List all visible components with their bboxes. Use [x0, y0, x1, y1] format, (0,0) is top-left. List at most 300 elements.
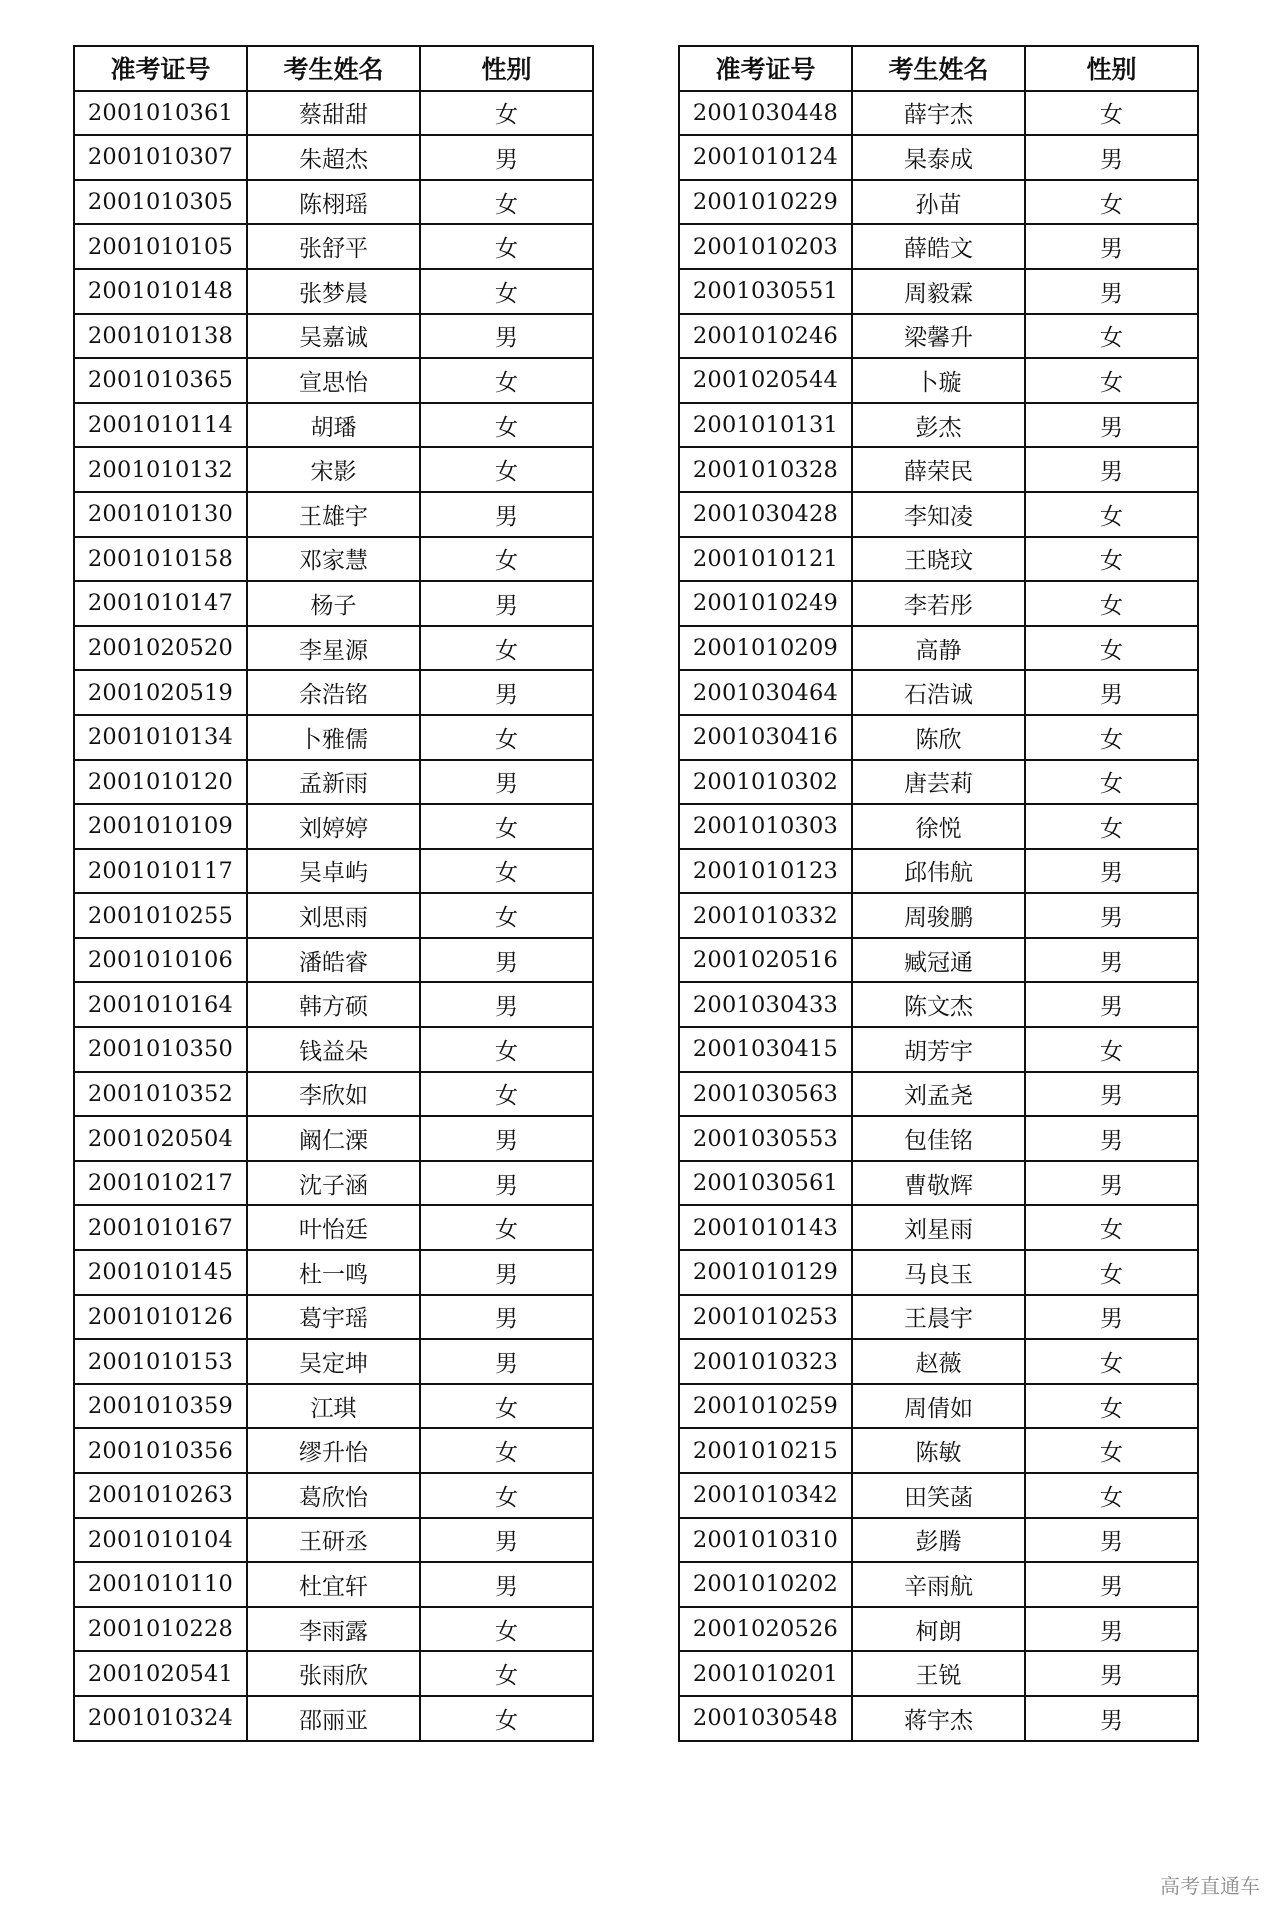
- table-row: [679, 314, 1198, 359]
- cell-name: 曹敬辉: [852, 1161, 1025, 1206]
- cell-gender: 女: [420, 715, 593, 760]
- cell-gender: 女: [1025, 1339, 1198, 1384]
- cell-name: 刘孟尧: [852, 1072, 1025, 1117]
- cell-name: 缪升怡: [247, 1428, 420, 1473]
- cell-gender: 男: [420, 760, 593, 805]
- cell-gender: 男: [1025, 1116, 1198, 1161]
- cell-name: 刘思雨: [247, 893, 420, 938]
- cell-name: 江琪: [247, 1384, 420, 1429]
- cell-exam-id: 2001010255: [74, 893, 247, 938]
- cell-exam-id: 2001010164: [74, 982, 247, 1027]
- cell-name: 王晨宇: [852, 1295, 1025, 1340]
- watermark-text: 高考直通车: [1160, 1874, 1260, 1898]
- cell-name: 余浩铭: [247, 670, 420, 715]
- cell-gender: 男: [1025, 849, 1198, 894]
- cell-exam-id: 2001010158: [74, 537, 247, 582]
- cell-name: 赵薇: [852, 1339, 1025, 1384]
- table-row: [679, 1607, 1198, 1652]
- cell-exam-id: 2001010215: [679, 1428, 852, 1473]
- cell-name: 沈子涵: [247, 1161, 420, 1206]
- table-row: [74, 1295, 593, 1340]
- table-row: [74, 715, 593, 760]
- table-row: [74, 1384, 593, 1429]
- cell-exam-id: 2001010132: [74, 447, 247, 492]
- cell-exam-id: 2001010131: [679, 403, 852, 448]
- table-row: [679, 447, 1198, 492]
- cell-name: 钱益朵: [247, 1027, 420, 1072]
- cell-gender: 男: [1025, 1161, 1198, 1206]
- table-row: [679, 1205, 1198, 1250]
- cell-exam-id: 2001010104: [74, 1518, 247, 1563]
- cell-gender: 女: [1025, 1205, 1198, 1250]
- table-row: [679, 982, 1198, 1027]
- cell-exam-id: 2001030551: [679, 269, 852, 314]
- cell-name: 杜宜轩: [247, 1562, 420, 1607]
- cell-name: 卜璇: [852, 358, 1025, 403]
- cell-gender: 女: [1025, 760, 1198, 805]
- table-row: [74, 804, 593, 849]
- cell-name: 蒋宇杰: [852, 1696, 1025, 1741]
- cell-gender: 女: [420, 224, 593, 269]
- table-row: [679, 893, 1198, 938]
- table-row: [74, 1250, 593, 1295]
- cell-exam-id: 2001010148: [74, 269, 247, 314]
- cell-gender: 男: [420, 670, 593, 715]
- cell-exam-id: 2001010253: [679, 1295, 852, 1340]
- cell-gender: 女: [1025, 581, 1198, 626]
- cell-name: 胡璠: [247, 403, 420, 448]
- cell-gender: 男: [1025, 938, 1198, 983]
- cell-exam-id: 2001010134: [74, 715, 247, 760]
- cell-gender: 女: [1025, 537, 1198, 582]
- cell-exam-id: 2001010110: [74, 1562, 247, 1607]
- cell-exam-id: 2001010138: [74, 314, 247, 359]
- cell-name: 孙苗: [852, 180, 1025, 225]
- cell-name: 宣思怡: [247, 358, 420, 403]
- header-exam-id: 准考证号: [679, 46, 852, 91]
- cell-gender: 男: [420, 1116, 593, 1161]
- cell-gender: 女: [1025, 804, 1198, 849]
- cell-gender: 男: [420, 1562, 593, 1607]
- cell-gender: 男: [420, 1161, 593, 1206]
- cell-gender: 男: [420, 1250, 593, 1295]
- cell-gender: 男: [1025, 269, 1198, 314]
- cell-exam-id: 2001010259: [679, 1384, 852, 1429]
- cell-name: 薛宇杰: [852, 91, 1025, 136]
- cell-exam-id: 2001010324: [74, 1696, 247, 1741]
- cell-name: 宋影: [247, 447, 420, 492]
- cell-exam-id: 2001010203: [679, 224, 852, 269]
- cell-exam-id: 2001020541: [74, 1651, 247, 1696]
- cell-gender: 女: [420, 91, 593, 136]
- table-row: [74, 224, 593, 269]
- table-row: [74, 760, 593, 805]
- cell-gender: 女: [420, 849, 593, 894]
- cell-name: 杜一鸣: [247, 1250, 420, 1295]
- cell-name: 周骏鹏: [852, 893, 1025, 938]
- table-row: [74, 1428, 593, 1473]
- header-row: [679, 46, 1198, 91]
- cell-exam-id: 2001030563: [679, 1072, 852, 1117]
- table-row: [74, 1027, 593, 1072]
- cell-exam-id: 2001010229: [679, 180, 852, 225]
- table-row: [679, 1696, 1198, 1741]
- cell-exam-id: 2001010143: [679, 1205, 852, 1250]
- cell-gender: 女: [1025, 314, 1198, 359]
- table-row: [679, 1027, 1198, 1072]
- table-row: [679, 715, 1198, 760]
- cell-exam-id: 2001010109: [74, 804, 247, 849]
- cell-gender: 女: [1025, 626, 1198, 671]
- cell-gender: 男: [420, 1518, 593, 1563]
- table-row: [74, 581, 593, 626]
- cell-exam-id: 2001010202: [679, 1562, 852, 1607]
- cell-name: 葛欣怡: [247, 1473, 420, 1518]
- cell-gender: 女: [420, 447, 593, 492]
- cell-name: 彭杰: [852, 403, 1025, 448]
- cell-exam-id: 2001030428: [679, 492, 852, 537]
- cell-name: 朱超杰: [247, 135, 420, 180]
- cell-gender: 女: [420, 1384, 593, 1429]
- cell-gender: 男: [420, 135, 593, 180]
- table-row: [74, 537, 593, 582]
- cell-exam-id: 2001010147: [74, 581, 247, 626]
- cell-gender: 男: [1025, 893, 1198, 938]
- cell-name: 陈文杰: [852, 982, 1025, 1027]
- cell-exam-id: 2001010310: [679, 1518, 852, 1563]
- cell-name: 辛雨航: [852, 1562, 1025, 1607]
- header-gender: 性别: [1025, 46, 1198, 91]
- cell-exam-id: 2001020519: [74, 670, 247, 715]
- cell-name: 王雄宇: [247, 492, 420, 537]
- cell-exam-id: 2001010356: [74, 1428, 247, 1473]
- cell-exam-id: 2001010228: [74, 1607, 247, 1652]
- cell-exam-id: 2001010350: [74, 1027, 247, 1072]
- cell-name: 柯朗: [852, 1607, 1025, 1652]
- cell-name: 蔡甜甜: [247, 91, 420, 136]
- cell-gender: 女: [1025, 1473, 1198, 1518]
- cell-exam-id: 2001010126: [74, 1295, 247, 1340]
- cell-exam-id: 2001030553: [679, 1116, 852, 1161]
- cell-name: 张雨欣: [247, 1651, 420, 1696]
- cell-exam-id: 2001010332: [679, 893, 852, 938]
- cell-name: 王研丞: [247, 1518, 420, 1563]
- table-row: [74, 982, 593, 1027]
- cell-exam-id: 2001010114: [74, 403, 247, 448]
- cell-gender: 女: [420, 804, 593, 849]
- table-row: [74, 1651, 593, 1696]
- cell-exam-id: 2001010130: [74, 492, 247, 537]
- cell-exam-id: 2001010201: [679, 1651, 852, 1696]
- table-row: [679, 492, 1198, 537]
- cell-name: 卜雅儒: [247, 715, 420, 760]
- table-row: [679, 849, 1198, 894]
- cell-name: 阚仁溧: [247, 1116, 420, 1161]
- cell-gender: 女: [420, 537, 593, 582]
- table-row: [74, 1518, 593, 1563]
- cell-exam-id: 2001010129: [679, 1250, 852, 1295]
- cell-gender: 女: [1025, 1250, 1198, 1295]
- cell-exam-id: 2001010246: [679, 314, 852, 359]
- right-roster-body: [679, 91, 1198, 1741]
- table-row: [679, 1428, 1198, 1473]
- table-row: [74, 1696, 593, 1741]
- table-row: [74, 893, 593, 938]
- cell-name: 石浩诚: [852, 670, 1025, 715]
- cell-name: 叶怡廷: [247, 1205, 420, 1250]
- table-row: [679, 135, 1198, 180]
- cell-exam-id: 2001010209: [679, 626, 852, 671]
- cell-gender: 女: [1025, 180, 1198, 225]
- cell-name: 薛皓文: [852, 224, 1025, 269]
- cell-exam-id: 2001030433: [679, 982, 852, 1027]
- header-gender: 性别: [420, 46, 593, 91]
- cell-name: 邵丽亚: [247, 1696, 420, 1741]
- cell-name: 包佳铭: [852, 1116, 1025, 1161]
- table-row: [74, 849, 593, 894]
- table-row: [74, 670, 593, 715]
- header-name: 考生姓名: [852, 46, 1025, 91]
- table-row: [679, 224, 1198, 269]
- table-row: [679, 1384, 1198, 1429]
- cell-name: 张舒平: [247, 224, 420, 269]
- table-row: [679, 1072, 1198, 1117]
- cell-name: 邱伟航: [852, 849, 1025, 894]
- cell-name: 陈欣: [852, 715, 1025, 760]
- cell-gender: 女: [1025, 358, 1198, 403]
- cell-gender: 男: [1025, 1518, 1198, 1563]
- table-row: [679, 1339, 1198, 1384]
- table-row: [679, 537, 1198, 582]
- table-row: [74, 1473, 593, 1518]
- cell-name: 王锐: [852, 1651, 1025, 1696]
- table-row: [679, 1116, 1198, 1161]
- table-row: [679, 1518, 1198, 1563]
- table-row: [74, 180, 593, 225]
- cell-gender: 女: [420, 1027, 593, 1072]
- cell-name: 周毅霖: [852, 269, 1025, 314]
- cell-exam-id: 2001030464: [679, 670, 852, 715]
- cell-gender: 女: [420, 1428, 593, 1473]
- cell-name: 潘皓睿: [247, 938, 420, 983]
- cell-gender: 女: [1025, 492, 1198, 537]
- cell-exam-id: 2001010305: [74, 180, 247, 225]
- table-row: [74, 938, 593, 983]
- table-row: [679, 1250, 1198, 1295]
- cell-gender: 女: [420, 269, 593, 314]
- cell-gender: 男: [1025, 447, 1198, 492]
- cell-exam-id: 2001020544: [679, 358, 852, 403]
- cell-exam-id: 2001030548: [679, 1696, 852, 1741]
- cell-exam-id: 2001010123: [679, 849, 852, 894]
- cell-name: 吴卓屿: [247, 849, 420, 894]
- table-row: [679, 581, 1198, 626]
- cell-exam-id: 2001010167: [74, 1205, 247, 1250]
- cell-exam-id: 2001010124: [679, 135, 852, 180]
- cell-gender: 男: [1025, 982, 1198, 1027]
- cell-name: 李星源: [247, 626, 420, 671]
- table-row: [679, 626, 1198, 671]
- cell-gender: 女: [1025, 1027, 1198, 1072]
- table-row: [74, 1339, 593, 1384]
- cell-gender: 女: [420, 358, 593, 403]
- cell-name: 臧冠通: [852, 938, 1025, 983]
- cell-gender: 男: [1025, 1696, 1198, 1741]
- cell-name: 胡芳宇: [852, 1027, 1025, 1072]
- cell-name: 李欣如: [247, 1072, 420, 1117]
- cell-name: 彭腾: [852, 1518, 1025, 1563]
- cell-exam-id: 2001010328: [679, 447, 852, 492]
- cell-name: 周倩如: [852, 1384, 1025, 1429]
- cell-exam-id: 2001010303: [679, 804, 852, 849]
- cell-gender: 男: [1025, 1607, 1198, 1652]
- table-row: [679, 760, 1198, 805]
- cell-name: 杲泰成: [852, 135, 1025, 180]
- table-row: [74, 358, 593, 403]
- table-row: [679, 804, 1198, 849]
- cell-gender: 女: [1025, 91, 1198, 136]
- cell-name: 李若彤: [852, 581, 1025, 626]
- table-row: [74, 1607, 593, 1652]
- table-row: [679, 180, 1198, 225]
- cell-name: 葛宇瑶: [247, 1295, 420, 1340]
- cell-gender: 男: [420, 581, 593, 626]
- cell-gender: 女: [420, 180, 593, 225]
- table-row: [74, 269, 593, 314]
- cell-gender: 男: [1025, 1562, 1198, 1607]
- cell-gender: 男: [1025, 670, 1198, 715]
- table-row: [74, 1116, 593, 1161]
- cell-exam-id: 2001010249: [679, 581, 852, 626]
- table-row: [74, 626, 593, 671]
- cell-exam-id: 2001010106: [74, 938, 247, 983]
- table-row: [74, 1205, 593, 1250]
- cell-gender: 男: [1025, 1295, 1198, 1340]
- cell-name: 韩方硕: [247, 982, 420, 1027]
- cell-exam-id: 2001010352: [74, 1072, 247, 1117]
- cell-name: 高静: [852, 626, 1025, 671]
- cell-name: 吴定坤: [247, 1339, 420, 1384]
- table-row: [74, 492, 593, 537]
- cell-name: 薛荣民: [852, 447, 1025, 492]
- cell-exam-id: 2001010153: [74, 1339, 247, 1384]
- table-row: [679, 670, 1198, 715]
- header-name: 考生姓名: [247, 46, 420, 91]
- cell-exam-id: 2001010361: [74, 91, 247, 136]
- cell-gender: 女: [420, 1473, 593, 1518]
- cell-gender: 女: [1025, 1384, 1198, 1429]
- cell-gender: 男: [1025, 1072, 1198, 1117]
- table-row: [679, 1473, 1198, 1518]
- table-row: [74, 1072, 593, 1117]
- cell-exam-id: 2001010263: [74, 1473, 247, 1518]
- cell-name: 杨子: [247, 581, 420, 626]
- cell-gender: 女: [420, 893, 593, 938]
- cell-name: 李雨露: [247, 1607, 420, 1652]
- cell-name: 陈敏: [852, 1428, 1025, 1473]
- cell-exam-id: 2001030415: [679, 1027, 852, 1072]
- cell-exam-id: 2001010323: [679, 1339, 852, 1384]
- cell-exam-id: 2001010359: [74, 1384, 247, 1429]
- table-row: [679, 91, 1198, 136]
- table-row: [679, 938, 1198, 983]
- cell-gender: 男: [1025, 1651, 1198, 1696]
- cell-name: 孟新雨: [247, 760, 420, 805]
- cell-exam-id: 2001030416: [679, 715, 852, 760]
- cell-name: 陈栩瑶: [247, 180, 420, 225]
- table-row: [74, 1562, 593, 1607]
- cell-gender: 男: [420, 1339, 593, 1384]
- cell-exam-id: 2001020516: [679, 938, 852, 983]
- cell-name: 李知凌: [852, 492, 1025, 537]
- cell-exam-id: 2001010365: [74, 358, 247, 403]
- table-row: [74, 135, 593, 180]
- cell-exam-id: 2001020520: [74, 626, 247, 671]
- cell-name: 唐芸莉: [852, 760, 1025, 805]
- table-row: [74, 447, 593, 492]
- table-row: [679, 358, 1198, 403]
- table-row: [679, 1161, 1198, 1206]
- cell-gender: 男: [420, 1295, 593, 1340]
- cell-gender: 男: [420, 938, 593, 983]
- cell-gender: 女: [420, 403, 593, 448]
- right-roster-table: [678, 45, 1199, 1742]
- cell-exam-id: 2001010342: [679, 1473, 852, 1518]
- cell-gender: 女: [420, 1696, 593, 1741]
- cell-exam-id: 2001010145: [74, 1250, 247, 1295]
- cell-exam-id: 2001010121: [679, 537, 852, 582]
- cell-exam-id: 2001030448: [679, 91, 852, 136]
- table-row: [679, 269, 1198, 314]
- cell-gender: 女: [1025, 715, 1198, 760]
- table-row: [74, 1161, 593, 1206]
- cell-gender: 男: [1025, 135, 1198, 180]
- cell-exam-id: 2001020504: [74, 1116, 247, 1161]
- table-row: [679, 1651, 1198, 1696]
- cell-name: 马良玉: [852, 1250, 1025, 1295]
- header-exam-id: 准考证号: [74, 46, 247, 91]
- cell-exam-id: 2001030561: [679, 1161, 852, 1206]
- cell-gender: 女: [1025, 1428, 1198, 1473]
- cell-gender: 男: [1025, 224, 1198, 269]
- cell-gender: 男: [420, 492, 593, 537]
- table-row: [679, 403, 1198, 448]
- table-row: [74, 91, 593, 136]
- left-roster-body: [74, 91, 593, 1741]
- header-row: [74, 46, 593, 91]
- cell-name: 张梦晨: [247, 269, 420, 314]
- left-roster-table: [73, 45, 594, 1742]
- cell-gender: 女: [420, 1607, 593, 1652]
- cell-exam-id: 2001010217: [74, 1161, 247, 1206]
- cell-exam-id: 2001010117: [74, 849, 247, 894]
- table-row: [74, 403, 593, 448]
- cell-gender: 女: [420, 1205, 593, 1250]
- cell-gender: 男: [1025, 403, 1198, 448]
- cell-name: 吴嘉诚: [247, 314, 420, 359]
- cell-name: 田笑菡: [852, 1473, 1025, 1518]
- cell-name: 梁馨升: [852, 314, 1025, 359]
- cell-name: 王晓玟: [852, 537, 1025, 582]
- cell-gender: 女: [420, 1651, 593, 1696]
- table-row: [74, 314, 593, 359]
- cell-name: 刘婷婷: [247, 804, 420, 849]
- cell-exam-id: 2001010302: [679, 760, 852, 805]
- cell-gender: 男: [420, 982, 593, 1027]
- cell-exam-id: 2001010120: [74, 760, 247, 805]
- table-row: [679, 1295, 1198, 1340]
- cell-name: 邓家慧: [247, 537, 420, 582]
